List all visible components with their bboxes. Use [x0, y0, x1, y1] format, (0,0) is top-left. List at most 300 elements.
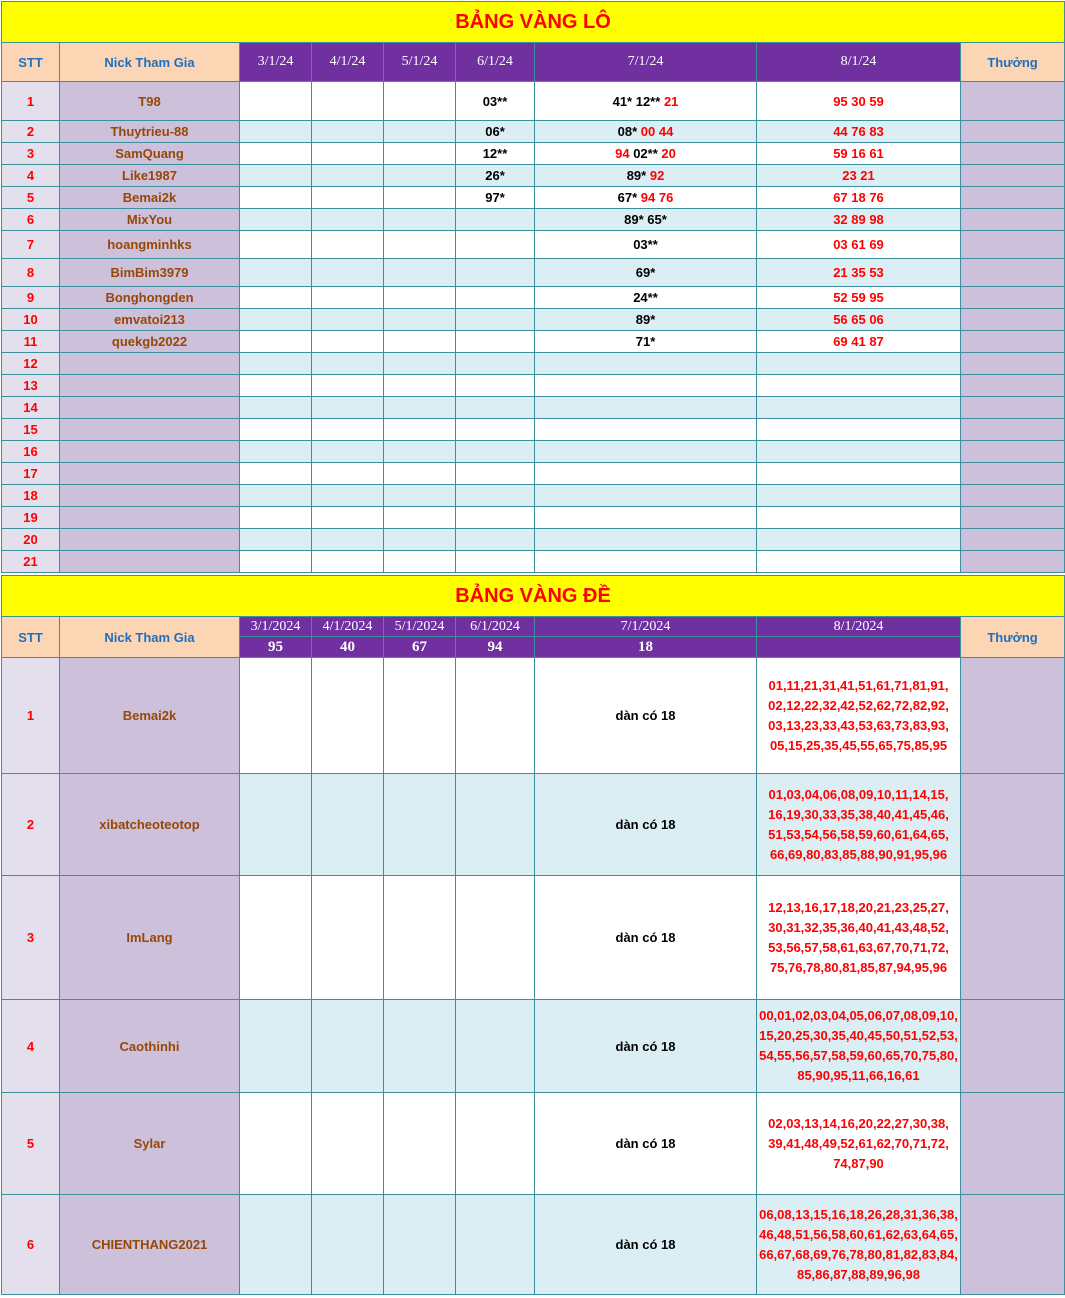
pick-6-1: 03**: [456, 82, 535, 121]
empty-cell: [240, 231, 312, 259]
pick-7-1: [535, 485, 757, 507]
empty-cell: [312, 331, 384, 353]
empty-cell: [240, 485, 312, 507]
pick-8-1: [757, 1093, 961, 1195]
de-row: [2, 658, 1065, 774]
pick-8-1: [757, 507, 961, 529]
pick-7-1: dàn có 18: [535, 658, 757, 774]
prize-cell: [961, 353, 1065, 375]
pick-6-1: [456, 551, 535, 573]
empty-cell: [384, 309, 456, 331]
pick-8-1: 03 61 69: [757, 231, 961, 259]
row-stt: 6: [2, 1195, 60, 1295]
pick-8-1: 23 21: [757, 165, 961, 187]
prize-cell: [961, 485, 1065, 507]
row-stt: 2: [2, 121, 60, 143]
row-stt: 8: [2, 259, 60, 287]
row-stt: 5: [2, 187, 60, 209]
lo-row: [2, 463, 1065, 485]
pick-7-1: [535, 259, 757, 287]
prize-cell: [961, 82, 1065, 121]
empty-cell: [312, 187, 384, 209]
lo-row: [2, 375, 1065, 397]
pick-8-1: 69 41 87: [757, 331, 961, 353]
lo-row: [2, 259, 1065, 287]
pick-hit: 21: [663, 93, 679, 109]
pick-8-1: 56 65 06: [757, 309, 961, 331]
empty-cell: [384, 259, 456, 287]
nick-name: [60, 485, 240, 507]
empty-cell: [312, 507, 384, 529]
pick-main: 89*: [635, 312, 656, 327]
pick-7-1: [535, 463, 757, 485]
row-stt: 13: [2, 375, 60, 397]
pick-6-1: [456, 485, 535, 507]
prize-cell: [961, 876, 1065, 1000]
empty-cell: [312, 1000, 384, 1093]
pick-7-1: [535, 353, 757, 375]
row-stt: 5: [2, 1093, 60, 1195]
pick-7-1: [535, 121, 757, 143]
lo-row: [2, 419, 1065, 441]
empty-cell: [384, 375, 456, 397]
pick-6-1: 97*: [456, 187, 535, 209]
nick-name: SamQuang: [60, 143, 240, 165]
pick-main: 89* 65*: [624, 212, 667, 227]
nick-name: Sylar: [60, 1093, 240, 1195]
empty-cell: [456, 774, 535, 876]
empty-cell: [240, 507, 312, 529]
prize-cell: [961, 463, 1065, 485]
empty-cell: [240, 551, 312, 573]
number-line: 66,67,68,69,76,78,80,81,82,83,84,: [759, 1246, 958, 1262]
number-line: 30,31,32,35,36,40,41,43,48,52,: [768, 919, 949, 935]
number-line: 12,13,16,17,18,20,21,23,25,27,: [768, 899, 949, 915]
pick-8-1: 44 76 83: [757, 121, 961, 143]
empty-cell: [384, 774, 456, 876]
de-header-date: 3/1/2024: [240, 617, 312, 637]
empty-cell: [312, 397, 384, 419]
nick-name: Thuytrieu-88: [60, 121, 240, 143]
number-line: 05,15,25,35,45,55,65,75,85,95: [769, 737, 948, 753]
pick-6-1: [456, 287, 535, 309]
empty-cell: [312, 1195, 384, 1295]
prize-cell: [961, 331, 1065, 353]
number-line: 66,69,80,83,85,88,90,91,95,96: [769, 846, 948, 862]
pick-7-1: [535, 143, 757, 165]
pick-6-1: [456, 397, 535, 419]
number-line: 74,87,90: [833, 1155, 884, 1171]
pick-7-1: dàn có 18: [535, 1195, 757, 1295]
pick-7-1: [535, 397, 757, 419]
lo-row: [2, 529, 1065, 551]
pick-6-1: 06*: [456, 121, 535, 143]
nick-name: hoangminhks: [60, 231, 240, 259]
pick-8-1: [757, 551, 961, 573]
lo-row: [2, 397, 1065, 419]
empty-cell: [240, 309, 312, 331]
empty-cell: [240, 529, 312, 551]
nick-name: Bemai2k: [60, 658, 240, 774]
number-line: 06,08,13,15,16,18,26,28,31,36,38,: [759, 1206, 958, 1222]
de-header-date: 6/1/2024: [456, 617, 535, 637]
empty-cell: [312, 774, 384, 876]
pick-8-1: [757, 485, 961, 507]
row-stt: 9: [2, 287, 60, 309]
lo-row: [2, 507, 1065, 529]
empty-cell: [240, 397, 312, 419]
lo-title: BẢNG VÀNG LÔ: [2, 2, 1065, 43]
row-stt: 14: [2, 397, 60, 419]
empty-cell: [312, 441, 384, 463]
prize-cell: [961, 774, 1065, 876]
nick-name: quekgb2022: [60, 331, 240, 353]
empty-cell: [384, 876, 456, 1000]
nick-name: [60, 529, 240, 551]
lo-header-date: 7/1/24: [535, 43, 757, 82]
empty-cell: [240, 143, 312, 165]
number-line: 03,13,23,33,43,53,63,73,83,93,: [768, 717, 949, 733]
empty-cell: [240, 876, 312, 1000]
nick-name: emvatoi213: [60, 309, 240, 331]
empty-cell: [240, 353, 312, 375]
de-row: [2, 876, 1065, 1000]
pick-8-1: [757, 375, 961, 397]
lo-row: [2, 165, 1065, 187]
lo-row: [2, 231, 1065, 259]
empty-cell: [240, 375, 312, 397]
pick-7-1: [535, 419, 757, 441]
empty-cell: [384, 1000, 456, 1093]
de-result: 67: [384, 637, 456, 658]
lo-row: [2, 187, 1065, 209]
empty-cell: [312, 231, 384, 259]
pick-7-1: dàn có 18: [535, 774, 757, 876]
empty-cell: [456, 1000, 535, 1093]
empty-cell: [312, 551, 384, 573]
empty-cell: [384, 485, 456, 507]
prize-cell: [961, 165, 1065, 187]
nick-name: Bonghongden: [60, 287, 240, 309]
pick-hit: 94 76: [640, 190, 674, 205]
empty-cell: [312, 529, 384, 551]
pick-7-1: [535, 529, 757, 551]
nick-name: Like1987: [60, 165, 240, 187]
lo-row: [2, 353, 1065, 375]
prize-cell: [961, 187, 1065, 209]
pick-7-1: [535, 551, 757, 573]
row-stt: 6: [2, 209, 60, 231]
row-stt: 10: [2, 309, 60, 331]
empty-cell: [384, 143, 456, 165]
lo-header-prize: Thưởng: [961, 43, 1065, 82]
de-row: [2, 1000, 1065, 1093]
nick-name: MixYou: [60, 209, 240, 231]
pick-7-1: [535, 187, 757, 209]
pick-6-1: [456, 209, 535, 231]
row-stt: 15: [2, 419, 60, 441]
de-result: 40: [312, 637, 384, 658]
empty-cell: [312, 658, 384, 774]
empty-cell: [384, 353, 456, 375]
de-header-date: 8/1/2024: [757, 617, 961, 637]
pick-main: 08*: [617, 124, 638, 139]
pick-7-1: dàn có 18: [535, 876, 757, 1000]
pick-6-1: [456, 529, 535, 551]
lo-row: [2, 209, 1065, 231]
de-row: [2, 1195, 1065, 1295]
prize-cell: [961, 529, 1065, 551]
prize-cell: [961, 507, 1065, 529]
lo-row: [2, 441, 1065, 463]
empty-cell: [240, 331, 312, 353]
empty-cell: [240, 187, 312, 209]
pick-8-1: [757, 397, 961, 419]
empty-cell: [384, 1093, 456, 1195]
row-stt: 16: [2, 441, 60, 463]
empty-cell: [456, 658, 535, 774]
row-stt: 19: [2, 507, 60, 529]
row-stt: 7: [2, 231, 60, 259]
empty-cell: [384, 441, 456, 463]
row-stt: 20: [2, 529, 60, 551]
number-line: 01,03,04,06,08,09,10,11,14,15,: [768, 786, 949, 802]
empty-cell: [240, 121, 312, 143]
prize-cell: [961, 1195, 1065, 1295]
empty-cell: [312, 121, 384, 143]
prize-cell: [961, 419, 1065, 441]
number-line: 02,12,22,32,42,52,62,72,82,92,: [768, 697, 949, 713]
pick-7-1: [535, 375, 757, 397]
pick-6-1: [456, 463, 535, 485]
pick-8-1: 59 16 61: [757, 143, 961, 165]
empty-cell: [384, 397, 456, 419]
empty-cell: [384, 165, 456, 187]
pick-6-1: [456, 259, 535, 287]
nick-name: ImLang: [60, 876, 240, 1000]
de-rows: [2, 658, 1065, 1295]
lo-row: [2, 82, 1065, 121]
prize-cell: [961, 231, 1065, 259]
pick-8-1: [757, 529, 961, 551]
prize-cell: [961, 121, 1065, 143]
pick-hit: 92: [649, 168, 665, 183]
empty-cell: [312, 419, 384, 441]
empty-cell: [240, 287, 312, 309]
empty-cell: [456, 1093, 535, 1195]
de-result: 94: [456, 637, 535, 658]
pick-6-1: [456, 231, 535, 259]
row-stt: 4: [2, 165, 60, 187]
de-header-date: 5/1/2024: [384, 617, 456, 637]
empty-cell: [312, 143, 384, 165]
prize-cell: [961, 1093, 1065, 1195]
empty-cell: [384, 1195, 456, 1295]
empty-cell: [312, 309, 384, 331]
nick-name: T98: [60, 82, 240, 121]
pick-8-1: 95 30 59: [757, 82, 961, 121]
lo-row: [2, 551, 1065, 573]
lo-header-date: 8/1/24: [757, 43, 961, 82]
pick-8-1: [757, 353, 961, 375]
number-line: 53,56,57,58,61,63,67,70,71,72,: [768, 939, 949, 955]
number-line: 02,03,13,14,16,20,22,27,30,38,: [768, 1115, 949, 1131]
nick-name: CHIENTHANG2021: [60, 1195, 240, 1295]
nick-name: [60, 397, 240, 419]
empty-cell: [312, 209, 384, 231]
empty-cell: [312, 287, 384, 309]
pick-8-1: 67 18 76: [757, 187, 961, 209]
lo-row: [2, 485, 1065, 507]
nick-name: Bemai2k: [60, 187, 240, 209]
empty-cell: [384, 287, 456, 309]
pick-8-1: [757, 658, 961, 774]
pick-7-1: [535, 507, 757, 529]
empty-cell: [312, 375, 384, 397]
empty-cell: [240, 658, 312, 774]
empty-cell: [312, 463, 384, 485]
de-header-stt: STT: [2, 617, 60, 658]
pick-8-1: [757, 419, 961, 441]
lo-row: [2, 143, 1065, 165]
prize-cell: [961, 143, 1065, 165]
empty-cell: [240, 259, 312, 287]
lo-rows: [2, 82, 1065, 573]
number-line: 85,86,87,88,89,96,98: [797, 1266, 920, 1282]
prize-cell: [961, 375, 1065, 397]
de-table: [1, 575, 1065, 1295]
empty-cell: [384, 209, 456, 231]
pick-7-1: [535, 331, 757, 353]
prize-cell: [961, 309, 1065, 331]
prize-cell: [961, 658, 1065, 774]
prize-cell: [961, 551, 1065, 573]
prize-cell: [961, 259, 1065, 287]
number-line: 01,11,21,31,41,51,61,71,81,91,: [768, 677, 949, 693]
empty-cell: [384, 551, 456, 573]
pick-6-1: [456, 353, 535, 375]
pick-7-1: [535, 231, 757, 259]
nick-name: Caothinhi: [60, 1000, 240, 1093]
number-line: 16,19,30,33,35,38,40,41,45,46,: [768, 806, 949, 822]
pick-8-1: [757, 463, 961, 485]
pick-8-1: 32 89 98: [757, 209, 961, 231]
nick-name: [60, 463, 240, 485]
lo-header-date: 3/1/24: [240, 43, 312, 82]
pick-main: 41* 12**: [612, 93, 661, 109]
de-title: BẢNG VÀNG ĐỀ: [2, 576, 1065, 617]
row-stt: 3: [2, 876, 60, 1000]
prize-cell: [961, 287, 1065, 309]
number-line: 39,41,48,49,52,61,62,70,71,72,: [768, 1135, 949, 1151]
pick-8-1: [757, 774, 961, 876]
lo-header-date: 6/1/24: [456, 43, 535, 82]
prize-cell: [961, 397, 1065, 419]
nick-name: [60, 441, 240, 463]
empty-cell: [312, 82, 384, 121]
row-stt: 4: [2, 1000, 60, 1093]
pick-main: 02**: [633, 146, 658, 161]
empty-cell: [312, 165, 384, 187]
row-stt: 11: [2, 331, 60, 353]
pick-hit: 00 44: [640, 124, 674, 139]
lo-header-nick: Nick Tham Gia: [60, 43, 240, 82]
lo-row: [2, 309, 1065, 331]
number-line: 54,55,56,57,58,59,60,65,70,75,80,: [759, 1048, 958, 1063]
lo-row: [2, 121, 1065, 143]
empty-cell: [240, 419, 312, 441]
pick-6-1: 12**: [456, 143, 535, 165]
pick-main: 03**: [633, 237, 658, 252]
empty-cell: [240, 1000, 312, 1093]
pick-8-1: [757, 441, 961, 463]
de-result: 18: [535, 637, 757, 658]
empty-cell: [384, 82, 456, 121]
row-stt: 1: [2, 82, 60, 121]
de-header-date: 4/1/2024: [312, 617, 384, 637]
empty-cell: [384, 187, 456, 209]
empty-cell: [384, 331, 456, 353]
pick-7-1: [535, 309, 757, 331]
number-line: 15,20,25,30,35,40,45,50,51,52,53,: [759, 1028, 958, 1043]
empty-cell: [456, 1195, 535, 1295]
empty-cell: [456, 876, 535, 1000]
nick-name: xibatcheoteotop: [60, 774, 240, 876]
pick-7-1: [535, 441, 757, 463]
pick-8-1: 52 59 95: [757, 287, 961, 309]
empty-cell: [312, 1093, 384, 1195]
prize-cell: [961, 441, 1065, 463]
pick-7-1: [535, 287, 757, 309]
pick-6-1: [456, 507, 535, 529]
row-stt: 3: [2, 143, 60, 165]
lo-header-date: 5/1/24: [384, 43, 456, 82]
empty-cell: [384, 463, 456, 485]
de-header-prize: Thưởng: [961, 617, 1065, 658]
nick-name: [60, 507, 240, 529]
pick-6-1: [456, 441, 535, 463]
number-line: 00,01,02,03,04,05,06,07,08,09,10,: [759, 1008, 958, 1023]
pick-main: 24**: [633, 290, 658, 305]
lo-header-stt: STT: [2, 43, 60, 82]
empty-cell: [240, 165, 312, 187]
pick-6-1: [456, 331, 535, 353]
empty-cell: [312, 876, 384, 1000]
pick-8-1: [757, 876, 961, 1000]
empty-cell: [240, 774, 312, 876]
empty-cell: [384, 231, 456, 259]
pick-8-1: 21 35 53: [757, 259, 961, 287]
row-stt: 12: [2, 353, 60, 375]
pick-main: 71*: [635, 334, 656, 349]
row-stt: 21: [2, 551, 60, 573]
nick-name: [60, 551, 240, 573]
empty-cell: [240, 1093, 312, 1195]
row-stt: 18: [2, 485, 60, 507]
empty-cell: [240, 441, 312, 463]
pick-main: 69*: [635, 265, 656, 280]
de-result: 95: [240, 637, 312, 658]
empty-cell: [312, 485, 384, 507]
row-stt: 17: [2, 463, 60, 485]
pick-8-1: [757, 1195, 961, 1295]
pick-hit: 20: [661, 146, 676, 161]
empty-cell: [384, 507, 456, 529]
empty-cell: [240, 82, 312, 121]
row-stt: 1: [2, 658, 60, 774]
pick-7-1: [535, 165, 757, 187]
nick-name: BimBim3979: [60, 259, 240, 287]
